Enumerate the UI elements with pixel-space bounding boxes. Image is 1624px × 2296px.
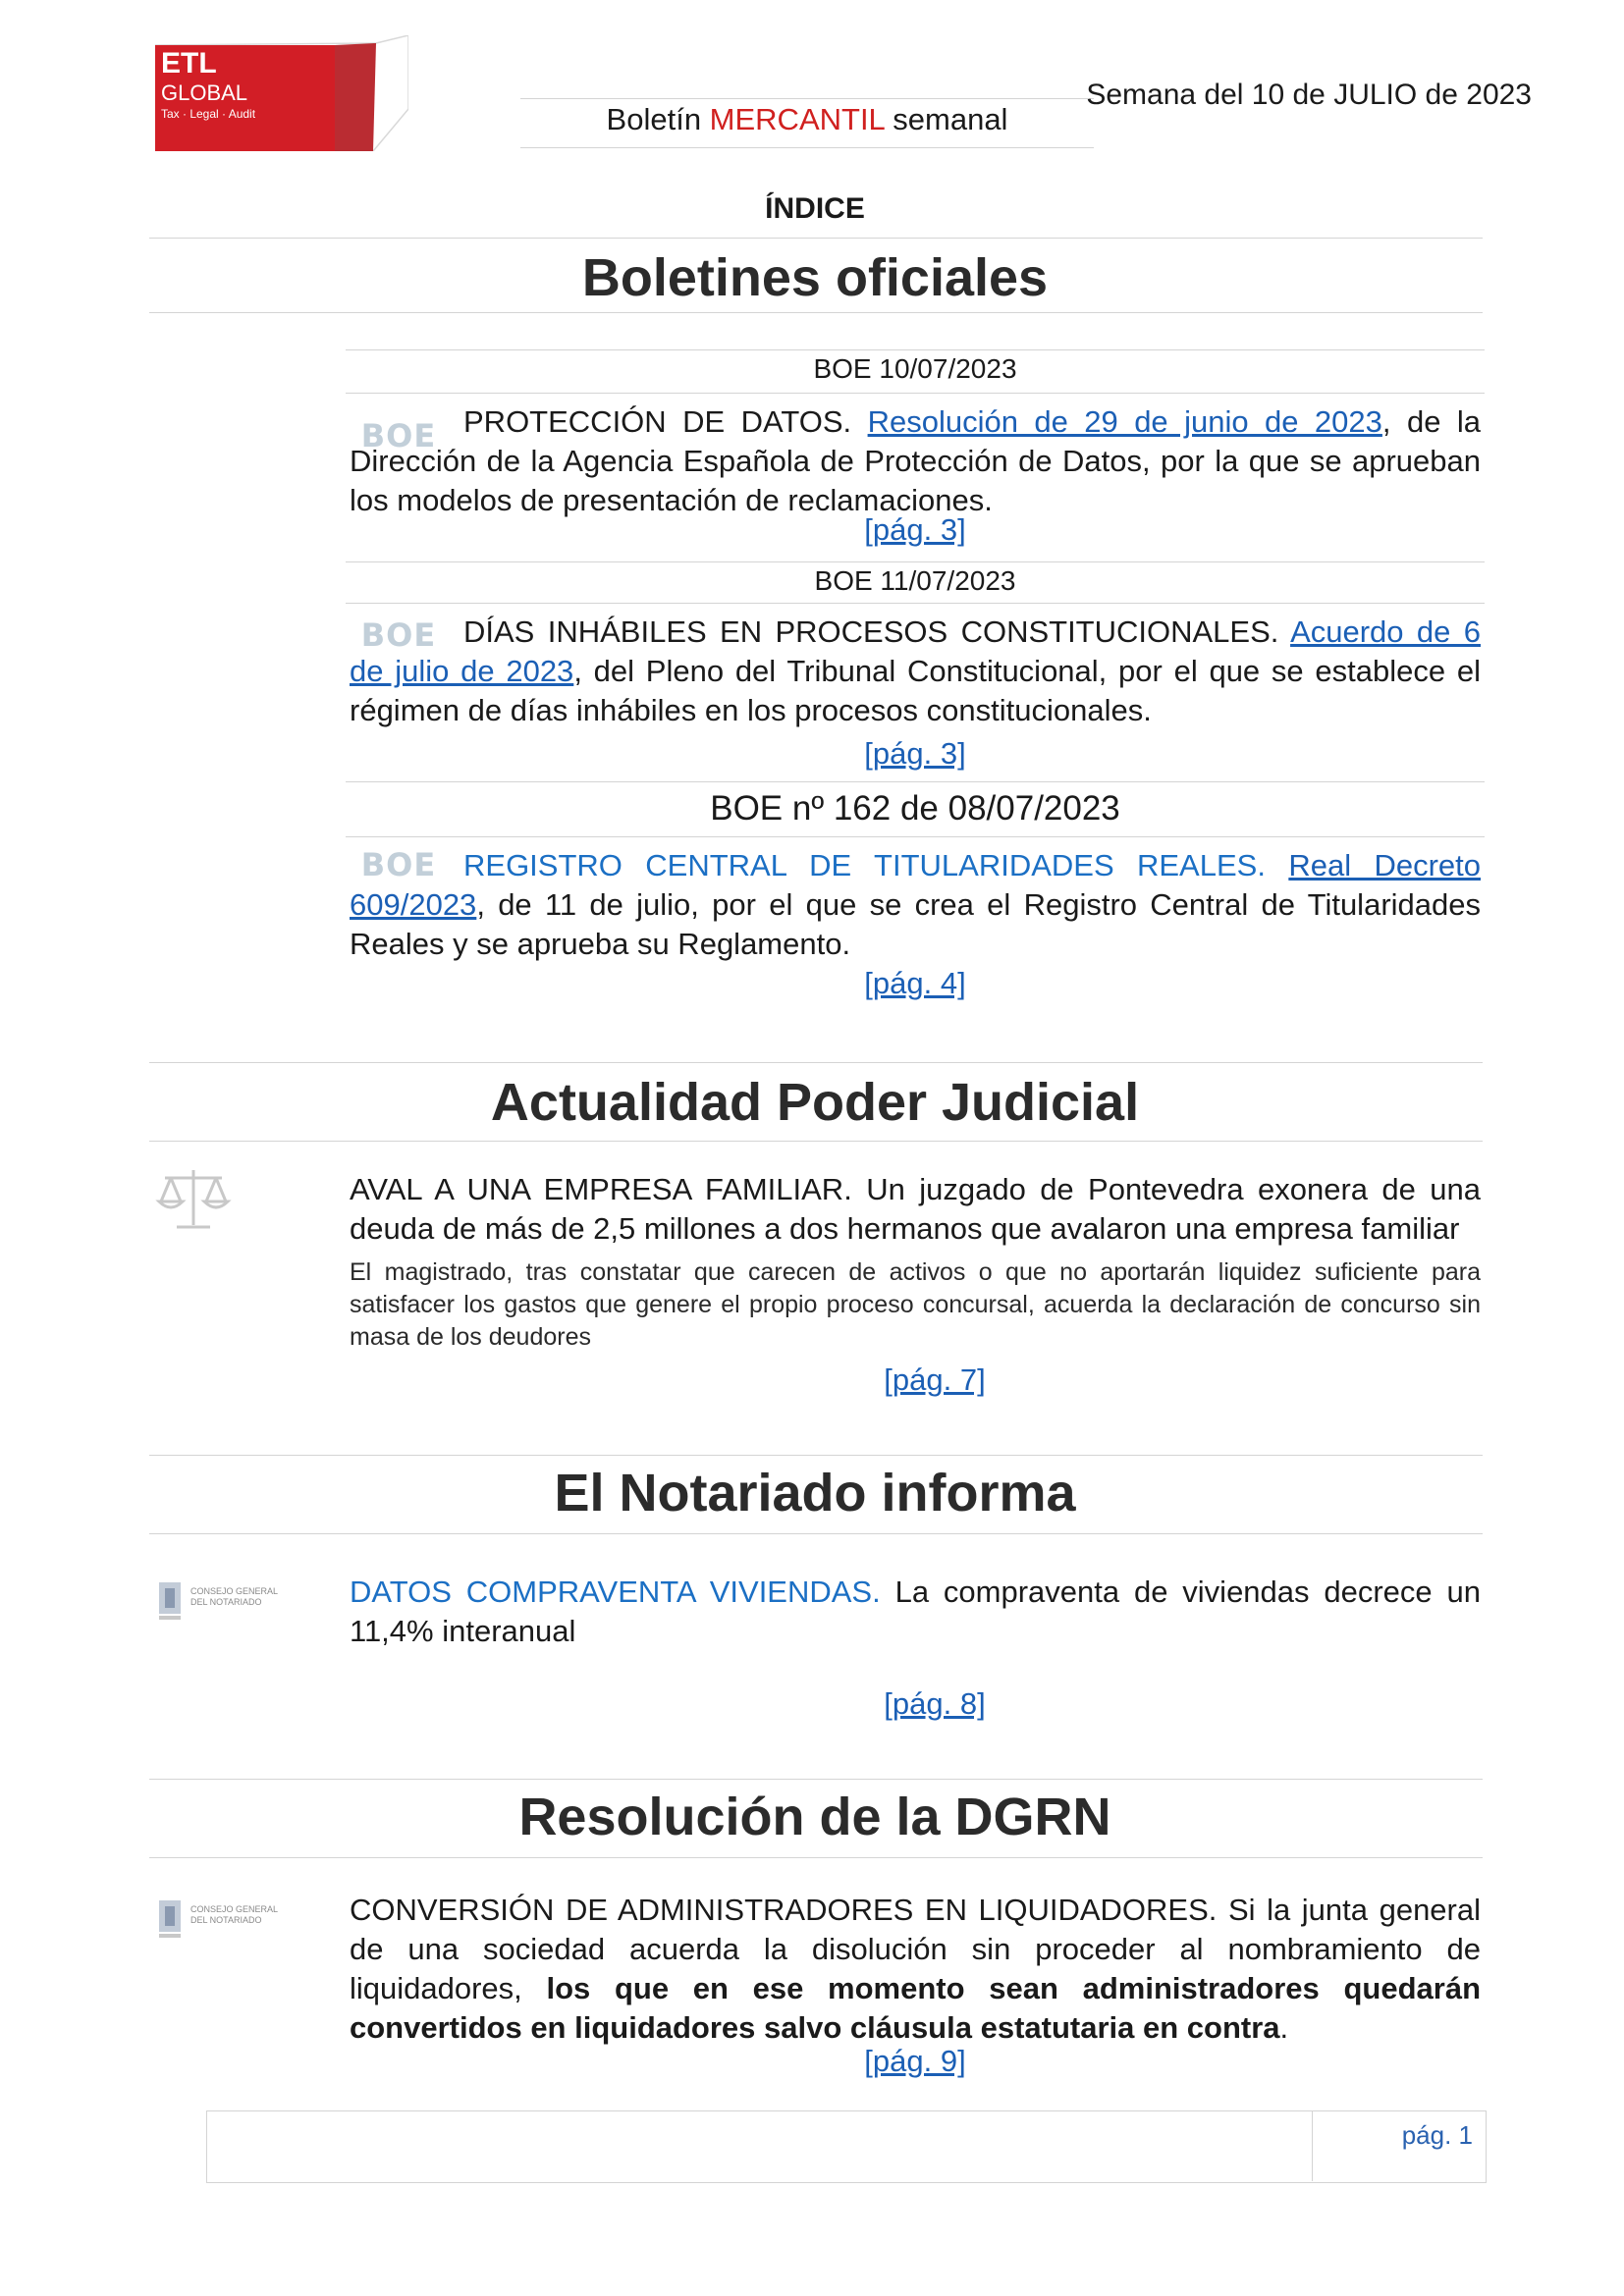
page-link[interactable]: [pág. 4] (864, 966, 966, 1000)
page-link[interactable]: [pág. 3] (864, 512, 966, 547)
entry-end: . (1279, 2010, 1289, 2045)
svg-text:BOE: BOE (360, 846, 437, 881)
logo-etl: ETL (161, 47, 217, 80)
section-title-boletines: Boletines oficiales (581, 248, 1049, 307)
entry-heading: DÍAS INHÁBILES EN PROCESOS CONSTITUCIONALES. (463, 614, 1279, 649)
entry-description: Si la junta general de una sociedad acuerda la disolución sin proceder al nombramiento de liquidadores, (350, 1893, 1481, 2005)
entry-heading: REGISTRO CENTRAL DE TITULARIDADES REALES. (463, 848, 1266, 882)
entry-heading: CONVERSIÓN DE ADMINISTRADORES EN LIQUIDADORES. (350, 1893, 1218, 1927)
notariado-logo-icon (157, 1576, 291, 1633)
notariado-logo-text: CONSEJO GENERAL DEL NOTARIADO (190, 1586, 278, 1607)
entry-link[interactable]: Real Decreto 609/2023 (350, 848, 1481, 922)
scales-of-justice-icon (155, 1164, 232, 1235)
title-highlight: MERCANTIL (709, 102, 885, 136)
notariado-entry-text (350, 1573, 1481, 1651)
page-link[interactable]: [pág. 8] (884, 1686, 986, 1721)
page-link[interactable]: [pág. 7] (884, 1362, 986, 1397)
page-link[interactable]: [pág. 9] (864, 2044, 966, 2078)
logo-tagline: Tax · Legal · Audit (161, 107, 256, 121)
entry-link[interactable]: Resolución de 29 de junio de 2023 (867, 404, 1382, 439)
svg-text:BOE: BOE (360, 417, 437, 453)
entry-description: La compraventa de viviendas decrece un 11,4% interanual (350, 1575, 1481, 1648)
page-link[interactable]: [pág. 3] (864, 736, 966, 771)
section-title-dgrn: Resolución de la DGRN (518, 1788, 1111, 1846)
etl-global-logo (155, 35, 408, 151)
boe-entry-text (350, 613, 1481, 730)
boe-entry-text (350, 402, 1481, 520)
entry-heading: AVAL A UNA EMPRESA FAMILIAR (350, 1172, 844, 1206)
notariado-logo-text: CONSEJO GENERAL DEL NOTARIADO (190, 1904, 278, 1925)
entry-description: , de la Dirección de la Agencia Española de Protección de Datos, por la que se aprueban los modelos de presentación de reclamaciones. (350, 404, 1481, 517)
footer-box (206, 2110, 1487, 2183)
bulletin-title (520, 102, 1094, 137)
title-prefix: Boletín (606, 102, 710, 136)
boe-date: BOE 11/07/2023 (814, 565, 1016, 596)
logo-global: GLOBAL (161, 80, 248, 105)
footer-page-number: pág. 1 (1401, 2120, 1473, 2150)
entry-description: , de 11 de julio, por el que se crea el Registro Central de Titularidades Reales y se aprueba su Reglamento. (350, 887, 1481, 961)
boe-date: BOE 10/07/2023 (813, 353, 1017, 384)
boe-entry-text (350, 846, 1481, 964)
judicial-summary: El magistrado, tras constatar que carecen de activos o que no aportarán liquidez suficiente para satisfacer los gastos que genere el propio proceso concursal, acuerda la declaración de concurso sin masa de los deudores (350, 1258, 1481, 1351)
footer-divider (1312, 2110, 1313, 2181)
section-title-judicial: Actualidad Poder Judicial (490, 1073, 1140, 1132)
entry-description: . Un juzgado de Pontevedra exonera de una deuda de más de 2,5 millones a dos hermanos que avalaron una empresa familiar (350, 1172, 1482, 1246)
entry-heading: DATOS COMPRAVENTA VIVIENDAS. (350, 1575, 881, 1609)
entry-heading: PROTECCIÓN DE DATOS. (463, 404, 852, 439)
entry-conclusion: los que en ese momento sean administradores quedarán convertidos en liquidadores salvo cláusula estatutaria en contra (350, 1971, 1481, 2045)
svg-text:BOE: BOE (360, 616, 437, 652)
index-title: ÍNDICE (765, 192, 865, 225)
notariado-logo-icon (157, 1895, 291, 1951)
dgrn-entry-text (350, 1891, 1481, 2048)
entry-link[interactable]: Acuerdo de 6 de julio de 2023 (350, 614, 1481, 688)
week-date: Semana del 10 de JULIO de 2023 (1086, 79, 1532, 111)
boe-date: BOE nº 162 de 08/07/2023 (710, 789, 1120, 828)
section-title-notariado: El Notariado informa (554, 1464, 1076, 1522)
title-suffix: semanal (884, 102, 1008, 136)
judicial-entry-text (350, 1170, 1481, 1249)
entry-description: , del Pleno del Tribunal Constitucional, por el que se establece el régimen de días inhábiles en los procesos constitucionales. (350, 654, 1481, 727)
